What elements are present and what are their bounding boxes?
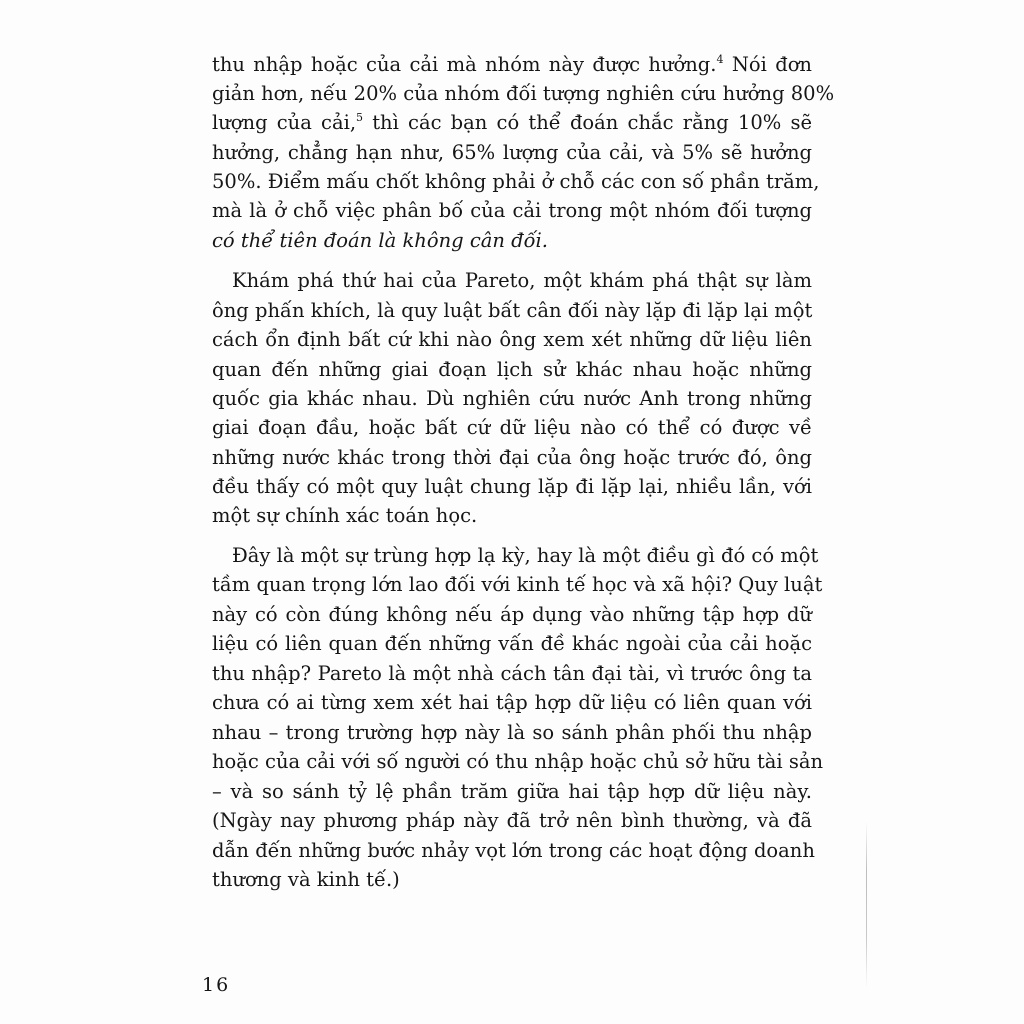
text-line [212, 600, 812, 630]
text-line [212, 472, 812, 502]
line-text-continued: Nói đơn [723, 53, 812, 76]
line-text: có thể tiên đoán là không cân đối. [212, 229, 548, 252]
line-text: giản hơn, nếu 20% của nhóm đối tượng nghiên cứu hưởng 80% [212, 82, 835, 105]
text-line [212, 167, 820, 197]
text-line [212, 865, 812, 895]
line-text: – và so sánh tỷ lệ phần trăm giữa hai tập hợp dữ liệu này. [212, 780, 812, 803]
text-line [212, 836, 815, 866]
line-text: 50%. Điểm mấu chốt không phải ở chỗ các con số phần trăm, [212, 170, 820, 193]
line-text: hoặc của cải với số người có thu nhập hoặc chủ sở hữu tài sản [212, 750, 824, 773]
text-line [212, 226, 812, 256]
line-text: đều thấy có một quy luật chung lặp đi lặp lại, nhiều lần, với [212, 475, 812, 498]
text-line [212, 501, 812, 531]
text-line [212, 443, 812, 473]
text-line [212, 79, 835, 109]
line-text: dẫn đến những bước nhảy vọt lớn trong các hoạt động doanh [212, 839, 815, 862]
page-number: 16 [202, 974, 231, 996]
line-text: lượng của cải, [212, 111, 357, 134]
line-text: quan đến những giai đoạn lịch sử khác nhau hoặc những [212, 358, 812, 381]
text-line [212, 296, 812, 326]
text-line [212, 806, 812, 836]
line-text: Khám phá thứ hai của Pareto, một khám phá thật sự làm [232, 269, 812, 292]
line-text: cách ổn định bất cứ khi nào ông xem xét những dữ liệu liên [212, 328, 812, 351]
text-line [212, 384, 812, 414]
line-text: mà là ở chỗ việc phân bố của cải trong một nhóm đối tượng [212, 199, 812, 222]
text-line [212, 138, 812, 168]
line-text: hưởng, chẳng hạn như, 65% lượng của cải, và 5% sẽ hưởng [212, 141, 812, 164]
text-line [212, 718, 812, 748]
text-line [212, 570, 823, 600]
line-text: nhau – trong trường hợp này là so sánh phân phối thu nhập [212, 721, 812, 744]
text-line [212, 108, 812, 138]
line-text: thu nhập hoặc của cải mà nhóm này được hưởng. [212, 53, 717, 76]
text-line [212, 747, 824, 777]
text-line [212, 629, 812, 659]
line-text: giai đoạn đầu, hoặc bất cứ dữ liệu nào có thể có được về [212, 416, 812, 439]
line-text: một sự chính xác toán học. [212, 504, 478, 527]
footnote-ref: 4 [716, 53, 724, 66]
footnote-ref: 5 [356, 111, 364, 124]
line-text: Đây là một sự trùng hợp lạ kỳ, hay là một điều gì đó có một [232, 544, 819, 567]
line-text: ông phấn khích, là quy luật bất cân đối này lặp đi lặp lại một [212, 299, 813, 322]
text-line [212, 688, 812, 718]
line-text: liệu có liên quan đến những vấn đề khác ngoài của cải hoặc [212, 632, 812, 655]
text-line [212, 325, 812, 355]
line-text: (Ngày nay phương pháp này đã trở nên bình thường, và đã [212, 809, 812, 832]
line-text: những nước khác trong thời đại của ông hoặc trước đó, ông [212, 446, 812, 469]
text-line [212, 413, 812, 443]
line-text: chưa có ai từng xem xét hai tập hợp dữ liệu có liên quan với [212, 691, 812, 714]
text-line [232, 541, 819, 571]
text-line [232, 266, 812, 296]
line-text-continued: thì các bạn có thể đoán chắc rằng 10% sẽ [363, 111, 812, 134]
text-line [212, 659, 812, 689]
line-text: tầm quan trọng lớn lao đối với kinh tế học và xã hội? Quy luật [212, 573, 823, 596]
text-line [212, 50, 812, 80]
page-gutter-shadow [866, 820, 867, 990]
text-line [212, 777, 812, 807]
line-text: quốc gia khác nhau. Dù nghiên cứu nước Anh trong những [212, 387, 812, 410]
text-line [212, 355, 812, 385]
line-text: thu nhập? Pareto là một nhà cách tân đại tài, vì trước ông ta [212, 662, 812, 685]
line-text: thương và kinh tế.) [212, 868, 400, 891]
text-line [212, 196, 812, 226]
line-text: này có còn đúng không nếu áp dụng vào những tập hợp dữ [212, 603, 812, 626]
